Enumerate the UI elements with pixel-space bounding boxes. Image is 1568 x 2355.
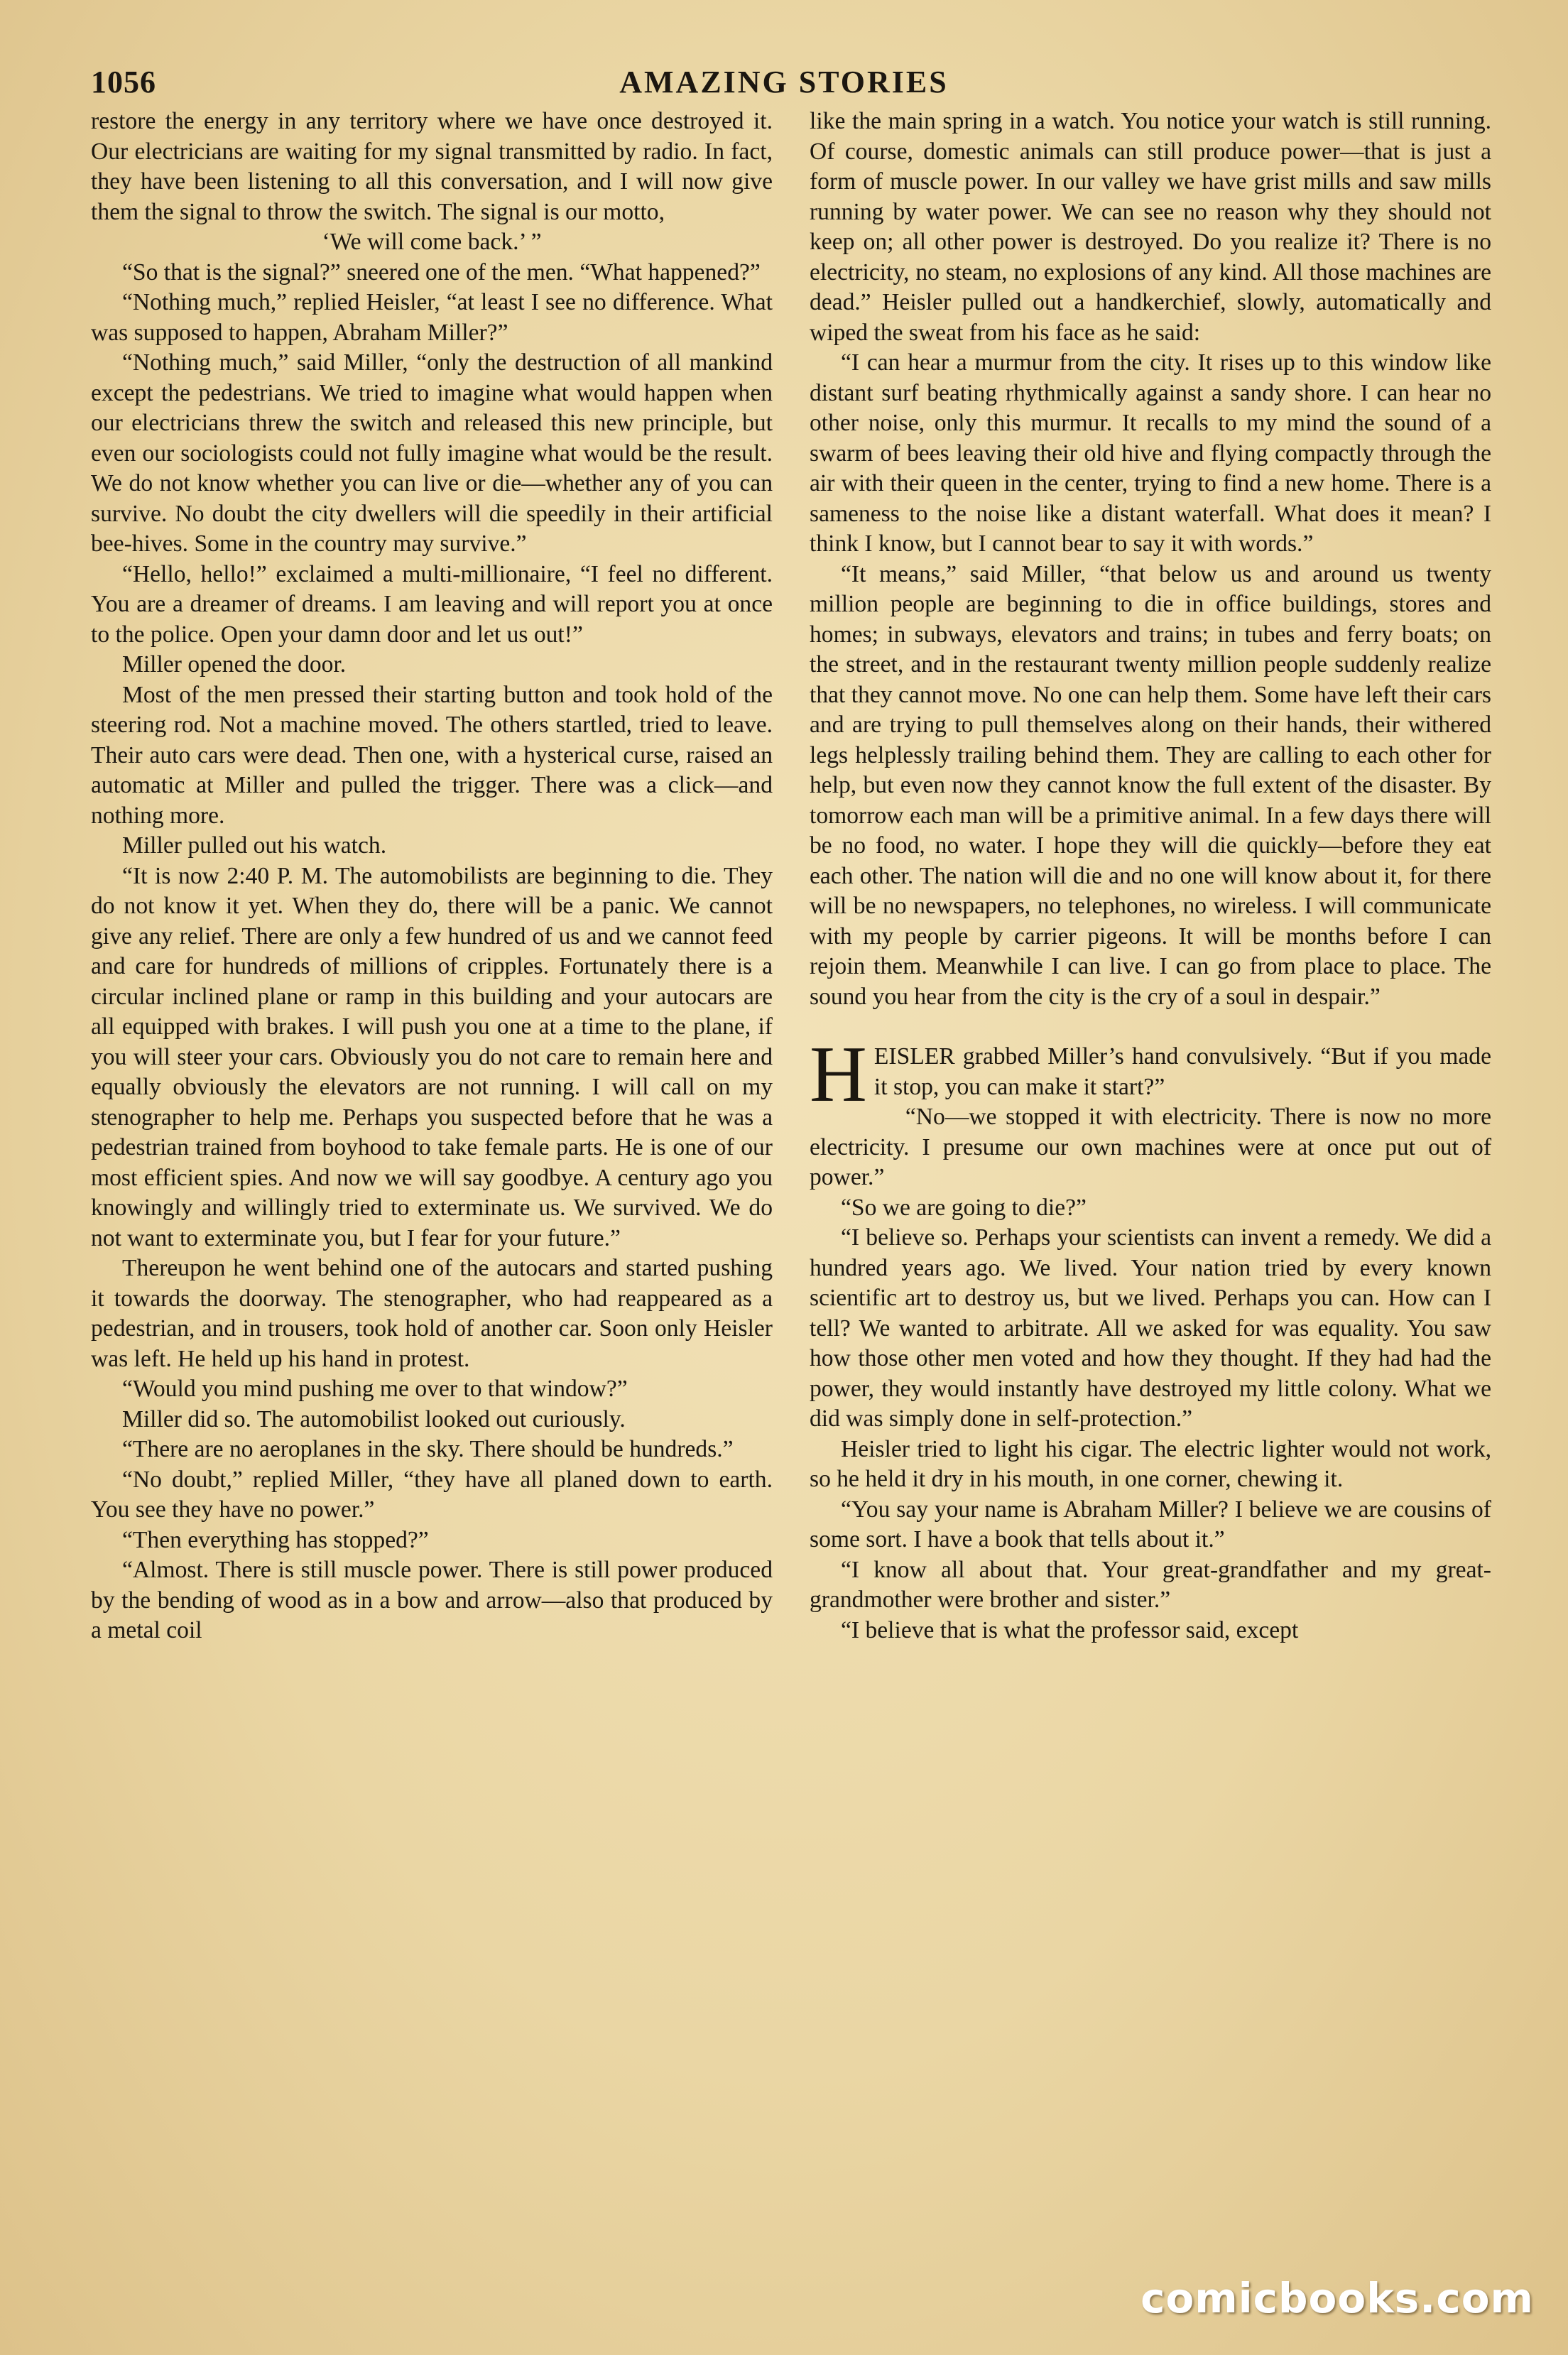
section-opening (810, 1030, 1491, 1119)
paragraph: “You say your name is Abraham Miller? I believe we are cousins of some sort. I have a book that tells about it.” (810, 1496, 1491, 1552)
paragraph: Miller opened the door. (122, 651, 347, 678)
right-column (810, 107, 1491, 1646)
paragraph: “Hello, hello!” exclaimed a multi-millionaire, “I feel no different. You are a dreamer of dreams. I am leaving and will report you at once to the police. Open your damn door and let us out!” (91, 560, 773, 648)
paragraph: Heisler tried to light his cigar. The electric lighter would not work, so he held it dry in his mouth, in one corner, chewing it. (810, 1435, 1491, 1492)
paragraph: “Nothing much,” replied Heisler, “at least I see no difference. What was supposed to happen, Abraham Miller?” (91, 289, 773, 346)
paragraph: “Nothing much,” said Miller, “only the destruction of all mankind except the pedestrians. We tried to imagine what would happen when our electricians threw the switch and released this new principle, but even our sociologists could not fully imagine what would be the result. We do not know whether you can live or die—whether any of you can survive. No doubt the city dwellers will die speedily in their artificial bee-hives. Some in the country may survive.” (91, 349, 773, 557)
paragraph: “There are no aeroplanes in the sky. There should be hundreds.” (122, 1436, 734, 1462)
left-column (91, 107, 773, 1646)
section-opening-text: EISLER grabbed Miller’s hand convulsively. “But if you made it stop, you can make it start?” (873, 1043, 1491, 1100)
paragraph: “It is now 2:40 P. M. The automobilists are beginning to die. They do not know it yet. When they do, there will be a panic. We cannot give any relief. There are only a few hundred of us and we cannot feed and care for hundreds of millions of cripples. Fortunately there is a circular inclined plane or ramp in this building and your autocars are all equipped with brakes. I will push you one at a time to the plane, if you will steer your cars. Obviously you do not care to remain here and equally obviously the elevators are not running. I will call on my stenographer to help me. Perhaps you suspected before that he was a pedestrian trained from boyhood to take female parts. He is one of our most efficient spies. And now we will say goodbye. A century ago you knowingly and willingly tried to exterminate us. We survived. We do not want to exterminate you, but I fear for your future.” (91, 862, 773, 1251)
paragraph: “It means,” said Miller, “that below us and around us twenty million people are beginning to die in office buildings, stores and homes; in subways, elevators and trains; in tubes and ferry boats; on the street, and in the restaurant twenty million people suddenly realize that they cannot move. No one can help them. Some have left their cars and are trying to pull themselves along on their hands, their withered legs helplessly trailing behind them. They are calling to each other for help, but even now they cannot know the full extent of the disaster. By tomorrow each man will be a primitive animal. In a few days there will be no food, no water. I hope they will die quickly—before they eat each other. The nation will die and no one will know about it, for there will be no newspapers, no telephones, no wireless. I will communicate with my people by carrier pigeons. It will be months before I can rejoin them. Meanwhile I can live. I can go from place to place. The sound you hear from the city is the cry of a soul in despair.” (810, 560, 1491, 1010)
paragraph: “Would you mind pushing me over to that window?” (122, 1376, 628, 1402)
motto-line: ‘We will come back.’ ” (322, 229, 542, 255)
paragraph: “I believe that is what the professor said, except (841, 1616, 1299, 1643)
paragraph: like the main spring in a watch. You notice your watch is still running. Of course, domestic animals can still produce power—that is just a form of muscle power. In our valley we have grist mills and saw mills running by water power. We can see no reason why they should not keep on; all other power is destroyed. Do you realize it? There is no electricity, no steam, no explosions of any kind. All those machines are dead.” Heisler pulled out a handkerchief, slowly, automatically and wiped the sweat from his face as he said: (810, 108, 1491, 346)
paragraph: Miller did so. The automobilist looked out curiously. (122, 1405, 626, 1432)
paragraph: “So we are going to die?” (841, 1194, 1087, 1221)
running-head: AMAZING STORIES (619, 65, 949, 99)
paragraph: Most of the men pressed their starting button and took hold of the steering rod. Not a machine moved. The others startled, tried to leave. Their auto cars were dead. Then one, with a hysterical curse, raised an automatic at Miller and pulled the trigger. There was a click—and nothing more. (91, 681, 773, 829)
page-number: 1056 (91, 65, 156, 99)
paragraph: Miller pulled out his watch. (122, 832, 387, 859)
paragraph: “So that is the signal?” sneered one of the men. “What happened?” (122, 259, 761, 285)
paragraph: “Then everything has stopped?” (122, 1526, 429, 1553)
paragraph: “I can hear a murmur from the city. It rises up to this window like distant surf beating rhythmically against a sandy shore. I can hear no other noise, only this murmur. It recalls to my mind the sound of a swarm of bees leaving their old hive and flying compactly through the air with their queen in the center, trying to find a new home. There is a sameness to the noise like a distant waterfall. What does it mean? I think I know, but I cannot bear to say it with words.” (810, 349, 1491, 557)
watermark: comicbooks.com (1140, 2274, 1534, 2322)
paragraph: “Almost. There is still muscle power. There is still power produced by the bending of wood as in a bow and arrow—also that produced by a metal coil (91, 1557, 773, 1643)
paragraph: restore the energy in any territory where we have once destroyed it. Our electricians are waiting for my signal transmitted by radio. In fact, they have been listening to all this conversation, and I will now give them the signal to throw the switch. The signal is our motto, (91, 108, 773, 225)
paragraph: Thereupon he went behind one of the autocars and started pushing it towards the doorway. The stenographer, who had reappeared as a pedestrian, and in trousers, took hold of another car. Soon only Heisler was left. He held up his hand in protest. (91, 1255, 773, 1372)
paragraph: “No—we stopped it with electricity. There is now no more electricity. I presume our own machines were at once put out of power.” (810, 1104, 1491, 1190)
paragraph: “No doubt,” replied Miller, “they have all planed down to earth. You see they have no power.” (91, 1466, 773, 1523)
paragraph: “I believe so. Perhaps your scientists can invent a remedy. We did a hundred years ago. We lived. Your nation tried by every known scientific art to destroy us, but we lived. Perhaps you can. How can I tell? We wanted to arbitrate. All we asked for was equality. You saw how those other men voted and how they thought. If they had had the power, they would instantly have destroyed my little colony. What we did was simply done in self-protection.” (810, 1224, 1491, 1432)
drop-cap: H (810, 1030, 867, 1119)
paragraph: “I know all about that. Your great-grandfather and my great-grandmother were brother and sister.” (810, 1556, 1491, 1613)
